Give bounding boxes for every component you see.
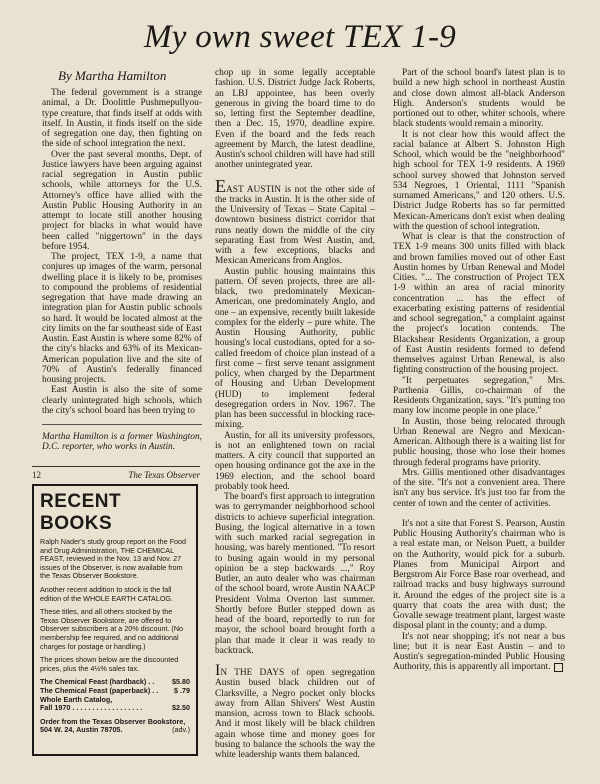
page-footer [32,466,200,481]
section-paragraph: IN THE DAYS of open segregation Austin bused black children out of Clarksville, a Negro pocket only blocks away from Allan Shivers' West Austin mansion, across town to Black schools. And it most likely will be black children again whose time and money goes for busing to balance the schools the way the white leadership wants them balanced. [215,662,375,760]
paragraph: Austin, for all its university professors, is not an enlightened town on racial matters. A city council that supported an open housing ordinance got the axe in the 1969 election, and the school board probably took heed. [215,430,375,492]
article-title: My own sweet TEX 1-9 [143,19,457,55]
drop-cap: E [215,175,226,196]
drop-cap: I [215,662,221,679]
ad-text: Ralph Nader's study group report on the Food and Drug Administration, THE CHEMICAL FEAST, reviewed in the Nov. 13 and Nov. 27 issues of the Observer, is now available from the Texas Observer Bookstore. [40,537,187,581]
paragraph: The project, TEX 1-9, a name that conjures up images of the warm, personal dwelling place it is likely to be, promises to compound the problems of residential segregation that have made drawing an integration plan for Austin public schools so hard. It would be located almost at the city limits on the far southeast side of East Austin. East Austin is where some 82% of the city's blacks and 63% of its Mexican-American population live and the site of 70% of Austin's federally financed housing projects. [42,252,202,385]
section-paragraph: EAST AUSTIN is not the other side of the tracks in Austin. It is the other side of the University of Texas – State Capital – downtown business district corridor that runs neatly down the middle of the city separating East from West Austin, and, with a few exceptions, blacks and Mexican Americans from Anglos. [215,175,375,267]
author-note: Martha Hamilton is a former Washington, D.C. reporter, who works in Austin. [42,424,202,453]
paragraph: Over the past several months, Dept. of Justice lawyers have been arguing against racial segregation in Austin public schools, while attorneys for the U.S. Attorney's office have allied with the Austin Public Housing Authority in an attempt to locate still another housing project for blacks in what would have been called "niggertown" in the days before 1954. [42,149,202,252]
paragraph: chop up in some legally acceptable fashion. U.S. District Judge Jack Roberts, an LBJ appointee, has been overly generous in giving the board time to do so, letting first the September deadline, then a Dec. 15, 1970, deadline expire. Even if the board and the feds reach agreement by March, the latest deadline, Austin's school children will have had still another unintegrated year. [215,68,375,171]
price-row: The Chemical Feast (hardback) . . $5.80 [40,677,190,687]
column-3 [393,68,565,673]
paragraph: Austin public housing maintains this pattern. Of seven projects, three are all-black, two predominately Mexican-American, one predominately Anglo, and one – an expensive, recently built lakeside complex for the elderly – pure white. The Austin Housing Authority, public housing's local custodians, opted for a so-called freedom of choice plan instead of a first come – first serve tenant assignment policy, when charged by the Department of Housing and Urban Development (HUD) to implement federal desegregation orders in Nov. 1967. The plan has been successful in blocking race-mixing. [215,266,375,431]
paragraph: The board's first approach to integration was to gerrymander neighborhood school districts to achieve superficial integration. Busing, the logical alternative in a town with such marked racial segregation in housing, was barely mentioned. "To resort to busing again would in my personal opinion be a step backwards ...," Roy Butler, an auto dealer who was chairman of the school board, wrote Austin NAACP President Volma Overton last summer. Shortly before Butler stepped down as head of the board, reportedly to run for mayor, the school board brought forth a plan that made it clear it was ready to backtrack. [215,492,375,656]
price-row: Fall 1970 . . . . . . . . . . . . . . . . . . $2.50 [40,703,190,713]
order-info: Order from the Texas Observer Bookstore, 504 W. 24, Austin 78705. (adv.) [40,716,190,735]
end-mark-icon [554,663,563,672]
paragraph: Part of the school board's latest plan is to build a new high school in northeast Austin and close down almost all-black Anderson High. Anderson's students would be portioned out to other, whiter schools, where black students would remain a minority. [393,68,565,130]
page-number: 12 [32,470,41,480]
price-row: Whole Earth Catalog, [40,694,113,704]
paragraph: "It perpetuates segregation," Mrs. Parthenia Gillis, co-chairman of the Residents Organization, says. "It's putting too many low income people in one place." [393,375,565,417]
byline: By Martha Hamilton [58,68,167,83]
ad-text: Another recent addition to stock is the fall edition of the WHOLE EARTH CATALOG. [40,584,174,603]
recent-books-ad [32,484,198,756]
price-row: The Chemical Feast (paperback) . . $ .79 [40,685,190,695]
publication-name: The Texas Observer [128,470,200,480]
paragraph: East Austin is also the site of some clearly unintegrated high schools, which the city's school board has been trying to [42,385,202,416]
column-1 [42,68,202,453]
paragraph: It is not clear how this would affect the racial balance at Albert S. Johnston High School, which would be the "neighborhood" high school for TEX 1-9 residents. A 1969 school survey showed that Johnston served 534 Negroes, 1 Oriental, 1111 "Spanish surnamed Americans," and 120 others. U.S. District Judge Roberts has so far permitted Mexican-Americans don't exist when dealing with the question of school integration. [393,129,565,232]
paragraph: It's not a site that Forest S. Pearson, Austin Public Housing Authority's chairman who is a real estate man, or Nelson Puett, a builder on the Authority, would pick for a suburb. Planes from Municipal Airport and Bergstrom Air Force Base roar overhead, and railroad tracks and busy highways surround it. Around the edges of the project site is a quarry that coats the area with dust; the Govalle sewage treatment plant, largest waste disposal plant in the county; and a dump. [393,518,565,632]
paragraph: It's not near shopping; it's not near a bus line; but it is near East Austin – and to Austin's segregation-minded Public Housing Authority, this is apparently all important. [393,631,565,673]
ad-heading: RECENT BOOKS [40,491,122,534]
paragraph: Mrs. Gillis mentioned other disadvantages of the site. "It's not a convenient area. There isn't any bus service. It's just too far from the center of town and the center of activities. [393,467,565,509]
column-2 [215,68,375,760]
paragraph: What is clear is that the construction of TEX 1-9 means 300 units filled with black and brown families moved out of other East Austin homes by Urban Renewal and Model Cities. "... The construction of Project TEX 1-9 within an area of racial minority concentration ... has the effect of exacerbating existing patterns of residential and school segregation," a complaint against the project's location contends. The Blackshear Residents Organization, a group of East Austin residents formed to defend themselves against Urban Renewal, is also fighting construction of the housing project. [393,232,565,376]
paragraph: In Austin, those being relocated through Urban Renewal are Negro and Mexican-American. Although there is a waiting list for public housing, those who lose their homes through federal programs have priority. [393,416,565,468]
price-list [40,678,190,712]
ad-text: These titles, and all others stocked by the Texas Observer Bookstore, are offered to Observer subscribers at a 20% discount. (No membership fee required, and no additional charges for postage or handling.) [40,607,184,651]
ad-text: The prices shown below are the discounted prices, plus the 4½% sales tax. [40,655,179,673]
paragraph: The federal government is a strange animal, a Dr. Doolittle Pushmepullyou-type creature, that finds itself at odds with itself. In Austin, it finds itself on the side of segregation one day, then fighting on the side of school integration the next. [42,88,202,150]
